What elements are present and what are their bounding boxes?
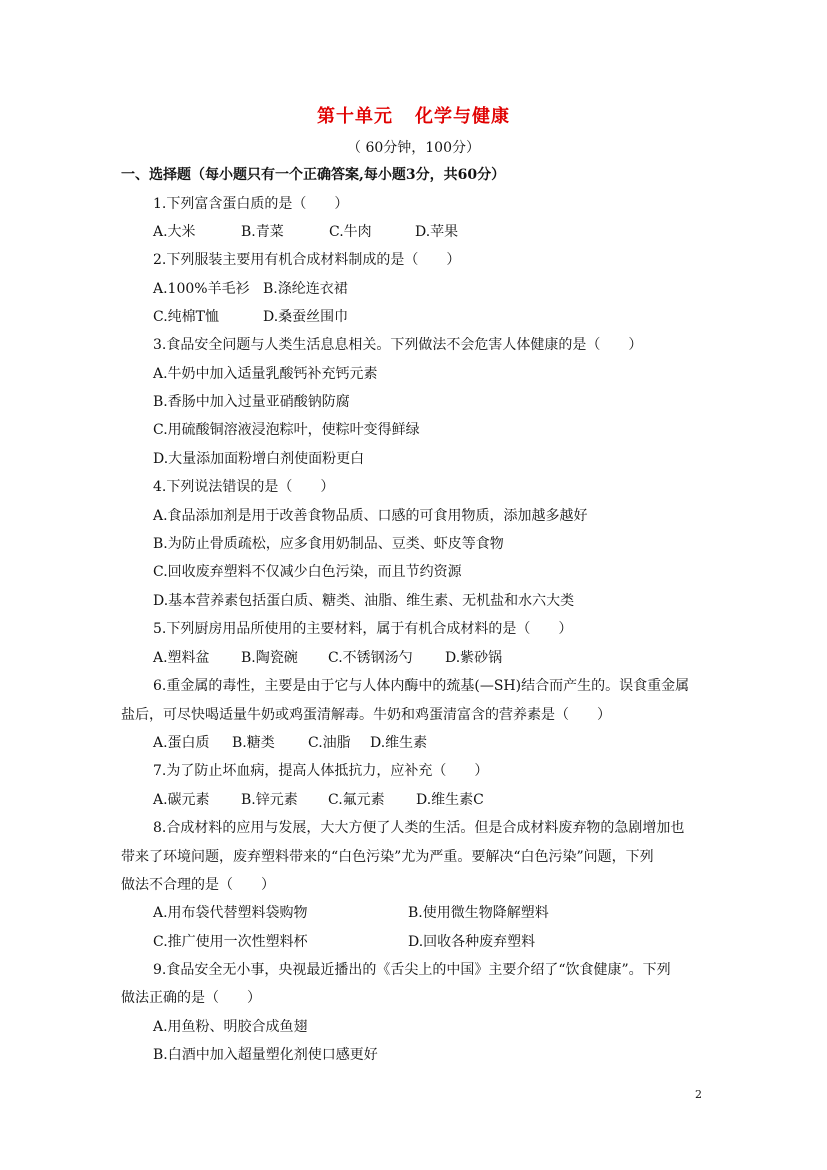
q2-option-a: A.100%羊毛衫 [153,281,250,297]
q6-option-d: D.维生素 [370,735,428,751]
question-4-stem: 4.下列说法错误的是（ ） [153,479,335,495]
question-9-stem-line2: 做法正确的是（ ） [121,990,261,1006]
q2-option-c: C.纯棉T恤 [153,309,220,325]
q3-option-b: B.香肠中加入过量亚硝酸钠防腐 [153,394,350,410]
q6-option-a: A.蛋白质 [153,735,210,751]
unit-label: 第十单元 [317,106,393,127]
q4-option-c: C.回收废弃塑料不仅减少白色污染，而且节约资源 [153,564,462,580]
question-5-stem: 5.下列厨房用品所使用的主要材料，属于有机合成材料的是（ ） [153,621,573,637]
q9-option-a: A.用鱼粉、明胶合成鱼翅 [153,1019,308,1035]
q7-option-d: D.维生素C [416,792,484,808]
q8-option-c: C.推广使用一次性塑料杯 [153,934,308,950]
section-heading: 一、选择题（每小题只有一个正确答案,每小题3分，共60分） [121,167,506,183]
q3-option-c: C.用硫酸铜溶液浸泡粽叶，使粽叶变得鲜绿 [153,422,420,438]
page-title [0,102,827,128]
q8-option-a: A.用布袋代替塑料袋购物 [153,905,308,921]
q2-option-d: D.桑蚕丝围巾 [263,309,349,325]
q9-option-b: B.白酒中加入超量塑化剂使口感更好 [153,1047,378,1063]
question-6-stem-line1: 6.重金属的毒性，主要是由于它与人体内酶中的巯基(—SH)结合而产生的。误食重金属 [153,678,690,694]
q4-option-b: B.为防止骨质疏松，应多食用奶制品、豆类、虾皮等食物 [153,536,504,552]
question-1-stem: 1.下列富含蛋白质的是（ ） [153,196,349,212]
q3-option-d: D.大量添加面粉增白剂使面粉更白 [153,451,365,467]
question-8-stem-line2: 带来了环境问题，废弃塑料带来的“白色污染”尤为严重。要解决“白色污染”问题，下列 [121,849,654,865]
q5-option-d: D.紫砂锅 [445,650,503,666]
unit-topic: 化学与健康 [415,106,510,127]
q1-option-b: B.青菜 [241,224,284,240]
q7-option-a: A.碳元素 [153,792,210,808]
question-6-stem-line2: 盐后，可尽快喝适量牛奶或鸡蛋清解毒。牛奶和鸡蛋清富含的营养素是（ ） [121,707,611,723]
q6-option-b: B.糖类 [232,735,275,751]
question-8-stem-line3: 做法不合理的是（ ） [121,877,275,893]
q3-option-a: A.牛奶中加入适量乳酸钙补充钙元素 [153,366,378,382]
q4-option-d: D.基本营养素包括蛋白质、糖类、油脂、维生素、无机盐和水六大类 [153,593,575,609]
q4-option-a: A.食品添加剂是用于改善食物品质、口感的可食用物质，添加越多越好 [153,508,588,524]
q5-option-c: C.不锈钢汤勺 [328,650,413,666]
q5-option-a: A.塑料盆 [153,650,210,666]
q6-option-c: C.油脂 [308,735,351,751]
q7-option-c: C.氟元素 [328,792,385,808]
q1-option-a: A.大米 [153,224,196,240]
question-8-stem-line1: 8.合成材料的应用与发展，大大方便了人类的生活。但是合成材料废弃物的急剧增加也 [153,820,685,836]
q1-option-c: C.牛肉 [329,224,372,240]
q5-option-b: B.陶瓷碗 [241,650,298,666]
q8-option-d: D.回收各种废弃塑料 [408,934,536,950]
question-3-stem: 3.食品安全问题与人类生活息息相关。下列做法不会危害人体健康的是（ ） [153,337,643,353]
q2-option-b: B.涤纶连衣裙 [263,281,348,297]
question-9-stem-line1: 9.食品安全无小事，央视最近播出的《舌尖上的中国》主要介绍了“饮食健康”。下列 [153,962,671,978]
time-note: （ 60分钟，100分） [347,140,480,156]
page-number: 2 [695,1088,702,1101]
q7-option-b: B.锌元素 [241,792,298,808]
question-7-stem: 7.为了防止坏血病，提高人体抵抗力，应补充（ ） [153,763,489,779]
q1-option-d: D.苹果 [415,224,459,240]
q8-option-b: B.使用微生物降解塑料 [408,905,549,921]
question-2-stem: 2.下列服装主要用有机合成材料制成的是（ ） [153,252,461,268]
